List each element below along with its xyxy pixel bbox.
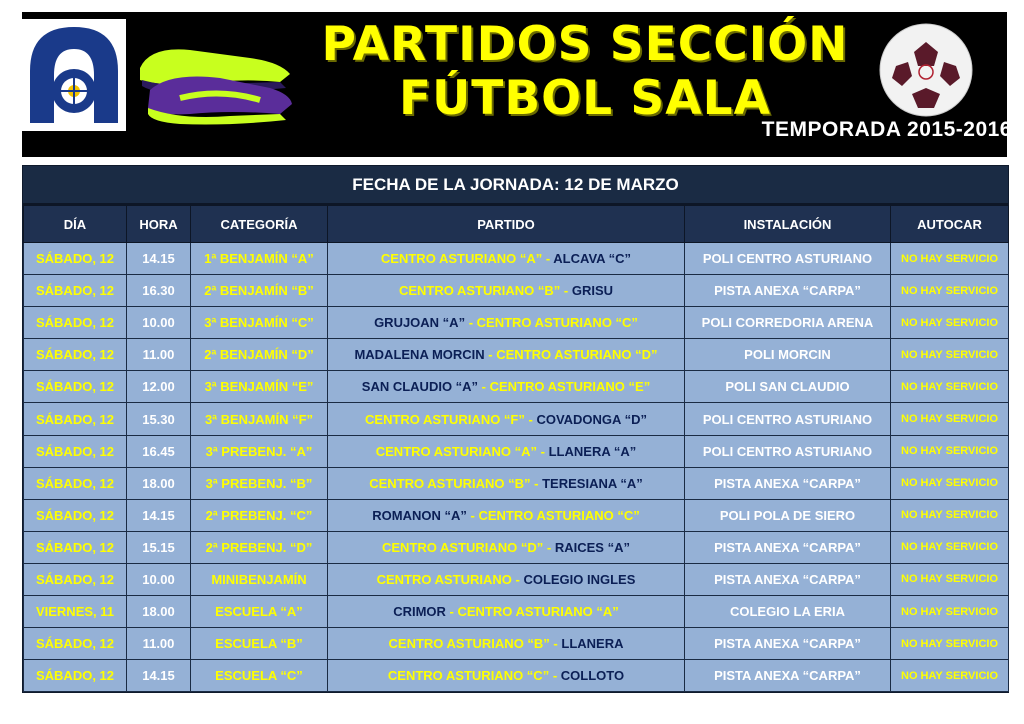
table-row: [24, 628, 1009, 660]
bus-cell: NO HAY SERVICIO: [891, 467, 1009, 499]
home-team: CENTRO ASTURIANO “F”: [365, 411, 525, 427]
home-team: CENTRO ASTURIANO: [376, 571, 512, 587]
match-cell: [328, 371, 685, 403]
match-cell: [328, 467, 685, 499]
category-cell: 3ª BENJAMÍN “F”: [191, 403, 328, 435]
match-separator: -: [543, 539, 555, 555]
day-cell: SÁBADO, 12: [24, 307, 127, 339]
match-separator: -: [542, 251, 554, 267]
jornada-date: FECHA DE LA JORNADA: 12 DE MARZO: [23, 166, 1008, 205]
table-row: [24, 339, 1009, 371]
bus-cell: NO HAY SERVICIO: [891, 243, 1009, 275]
match-separator: -: [511, 571, 524, 587]
match-separator: -: [537, 443, 549, 459]
time-cell: 11.00: [127, 628, 191, 660]
venue-cell: POLI CENTRO ASTURIANO: [685, 243, 891, 275]
match-separator: -: [465, 315, 477, 331]
away-team: CENTRO ASTURIANO “D”: [496, 347, 658, 363]
category-cell: 2ª PREBENJ. “D”: [191, 531, 328, 563]
logo-icon: [22, 19, 126, 131]
table-row: [24, 531, 1009, 563]
home-team: CENTRO ASTURIANO “B”: [398, 283, 561, 299]
column-header: CATEGORÍA: [191, 206, 328, 243]
away-team: ALCAVA “C”: [553, 251, 632, 267]
bus-cell: NO HAY SERVICIO: [891, 628, 1009, 660]
day-cell: SÁBADO, 12: [24, 531, 127, 563]
category-cell: 2ª BENJAMÍN “D”: [191, 339, 328, 371]
bus-cell: NO HAY SERVICIO: [891, 275, 1009, 307]
away-team: TERESIANA “A”: [542, 475, 643, 491]
venue-cell: PISTA ANEXA “CARPA”: [685, 628, 891, 660]
column-header: AUTOCAR: [891, 206, 1009, 243]
bus-cell: NO HAY SERVICIO: [891, 403, 1009, 435]
season-label: TEMPORADA 2015-2016: [761, 118, 1012, 141]
table-row: [24, 660, 1009, 692]
category-cell: ESCUELA “A”: [191, 596, 328, 628]
table-row: [24, 596, 1009, 628]
venue-cell: POLI CORREDORIA ARENA: [685, 307, 891, 339]
match-cell: [328, 243, 685, 275]
venue-cell: POLI MORCIN: [685, 339, 891, 371]
home-team: CENTRO ASTURIANO “A”: [380, 251, 543, 267]
venue-cell: COLEGIO LA ERIA: [685, 596, 891, 628]
day-cell: SÁBADO, 12: [24, 339, 127, 371]
away-team: CENTRO ASTURIANO “A”: [457, 604, 619, 620]
category-cell: 2ª PREBENJ. “C”: [191, 499, 328, 531]
home-team: ROMANON “A”: [372, 507, 467, 523]
ball-icon: [876, 20, 976, 120]
match-cell: [328, 307, 685, 339]
away-team: LLANERA “A”: [548, 443, 637, 459]
home-team: SAN CLAUDIO “A”: [361, 379, 479, 395]
match-cell: [328, 628, 685, 660]
home-team: CENTRO ASTURIANO “B”: [388, 636, 550, 652]
day-cell: SÁBADO, 12: [24, 371, 127, 403]
bus-cell: NO HAY SERVICIO: [891, 660, 1009, 692]
match-cell: [328, 531, 685, 563]
match-cell: [328, 435, 685, 467]
table-row: [24, 435, 1009, 467]
table-row: [24, 275, 1009, 307]
away-team: COVADONGA “D”: [536, 411, 647, 427]
away-team: CENTRO ASTURIANO “C”: [476, 315, 638, 331]
matches-table: [23, 205, 1009, 692]
category-cell: 1ª BENJAMÍN “A”: [191, 243, 328, 275]
time-cell: 14.15: [127, 243, 191, 275]
time-cell: 18.00: [127, 467, 191, 499]
column-header: PARTIDO: [328, 206, 685, 243]
away-team: COLEGIO INGLES: [523, 571, 636, 587]
day-cell: SÁBADO, 12: [24, 243, 127, 275]
bus-cell: NO HAY SERVICIO: [891, 499, 1009, 531]
home-team: CENTRO ASTURIANO “A”: [375, 443, 538, 459]
venue-cell: POLI CENTRO ASTURIANO: [685, 403, 891, 435]
category-cell: 3ª PREBENJ. “B”: [191, 467, 328, 499]
home-team: CENTRO ASTURIANO “C”: [387, 668, 550, 684]
table-row: [24, 371, 1009, 403]
bus-cell: NO HAY SERVICIO: [891, 596, 1009, 628]
home-team: CENTRO ASTURIANO “B”: [369, 475, 531, 491]
time-cell: 14.15: [127, 499, 191, 531]
category-cell: ESCUELA “C”: [191, 660, 328, 692]
bus-cell: NO HAY SERVICIO: [891, 307, 1009, 339]
match-separator: -: [560, 283, 572, 299]
away-team: COLLOTO: [560, 668, 625, 684]
venue-cell: PISTA ANEXA “CARPA”: [685, 467, 891, 499]
category-cell: ESCUELA “B”: [191, 628, 328, 660]
time-cell: 15.15: [127, 531, 191, 563]
header-row: [24, 206, 1009, 243]
away-team: CENTRO ASTURIANO “C”: [478, 507, 640, 523]
time-cell: 16.30: [127, 275, 191, 307]
title-line-2: FÚTBOL SALA: [399, 71, 771, 126]
match-separator: -: [484, 347, 497, 363]
home-team: CRIMOR: [393, 604, 446, 620]
bus-cell: NO HAY SERVICIO: [891, 339, 1009, 371]
time-cell: 15.30: [127, 403, 191, 435]
time-cell: 14.15: [127, 660, 191, 692]
day-cell: SÁBADO, 12: [24, 403, 127, 435]
table-row: [24, 467, 1009, 499]
category-cell: 3ª BENJAMÍN “C”: [191, 307, 328, 339]
table-row: [24, 243, 1009, 275]
venue-cell: POLI POLA DE SIERO: [685, 499, 891, 531]
time-cell: 16.45: [127, 435, 191, 467]
day-cell: SÁBADO, 12: [24, 628, 127, 660]
table-row: [24, 499, 1009, 531]
venue-cell: PISTA ANEXA “CARPA”: [685, 660, 891, 692]
home-team: CENTRO ASTURIANO “D”: [382, 539, 544, 555]
time-cell: 10.00: [127, 307, 191, 339]
time-cell: 10.00: [127, 563, 191, 595]
page-title: [285, 18, 885, 126]
match-cell: [328, 596, 685, 628]
home-team: MADALENA MORCIN: [354, 347, 485, 363]
category-cell: 3ª PREBENJ. “A”: [191, 435, 328, 467]
venue-cell: PISTA ANEXA “CARPA”: [685, 275, 891, 307]
table-row: [24, 563, 1009, 595]
time-cell: 18.00: [127, 596, 191, 628]
match-separator: -: [530, 475, 543, 491]
schedule-table: [22, 165, 1009, 693]
away-team: GRISU: [571, 283, 614, 299]
column-header: INSTALACIÓN: [685, 206, 891, 243]
shoe-icon: [130, 28, 300, 128]
column-header: DÍA: [24, 206, 127, 243]
category-cell: 2ª BENJAMÍN “B”: [191, 275, 328, 307]
day-cell: SÁBADO, 12: [24, 563, 127, 595]
table-row: [24, 403, 1009, 435]
away-team: RAICES “A”: [554, 539, 630, 555]
category-cell: MINIBENJAMÍN: [191, 563, 328, 595]
day-cell: SÁBADO, 12: [24, 435, 127, 467]
home-team: GRUJOAN “A”: [374, 315, 466, 331]
title-line-1: PARTIDOS SECCIÓN: [321, 17, 849, 72]
match-separator: -: [549, 668, 561, 684]
day-cell: VIERNES, 11: [24, 596, 127, 628]
venue-cell: PISTA ANEXA “CARPA”: [685, 563, 891, 595]
match-separator: -: [466, 507, 479, 523]
bus-cell: NO HAY SERVICIO: [891, 531, 1009, 563]
day-cell: SÁBADO, 12: [24, 660, 127, 692]
match-cell: [328, 660, 685, 692]
match-separator: -: [549, 636, 562, 652]
match-cell: [328, 403, 685, 435]
category-cell: 3ª BENJAMÍN “E”: [191, 371, 328, 403]
bus-cell: NO HAY SERVICIO: [891, 563, 1009, 595]
venue-cell: POLI CENTRO ASTURIANO: [685, 435, 891, 467]
match-cell: [328, 275, 685, 307]
time-cell: 12.00: [127, 371, 191, 403]
bus-cell: NO HAY SERVICIO: [891, 435, 1009, 467]
match-separator: -: [445, 604, 458, 620]
match-separator: -: [478, 379, 490, 395]
day-cell: SÁBADO, 12: [24, 499, 127, 531]
match-cell: [328, 339, 685, 371]
day-cell: SÁBADO, 12: [24, 275, 127, 307]
match-separator: -: [524, 411, 537, 427]
venue-cell: POLI SAN CLAUDIO: [685, 371, 891, 403]
away-team: LLANERA: [561, 636, 624, 652]
bus-cell: NO HAY SERVICIO: [891, 371, 1009, 403]
match-cell: [328, 563, 685, 595]
match-cell: [328, 499, 685, 531]
table-row: [24, 307, 1009, 339]
away-team: CENTRO ASTURIANO “E”: [489, 379, 651, 395]
time-cell: 11.00: [127, 339, 191, 371]
venue-cell: PISTA ANEXA “CARPA”: [685, 531, 891, 563]
day-cell: SÁBADO, 12: [24, 467, 127, 499]
column-header: HORA: [127, 206, 191, 243]
